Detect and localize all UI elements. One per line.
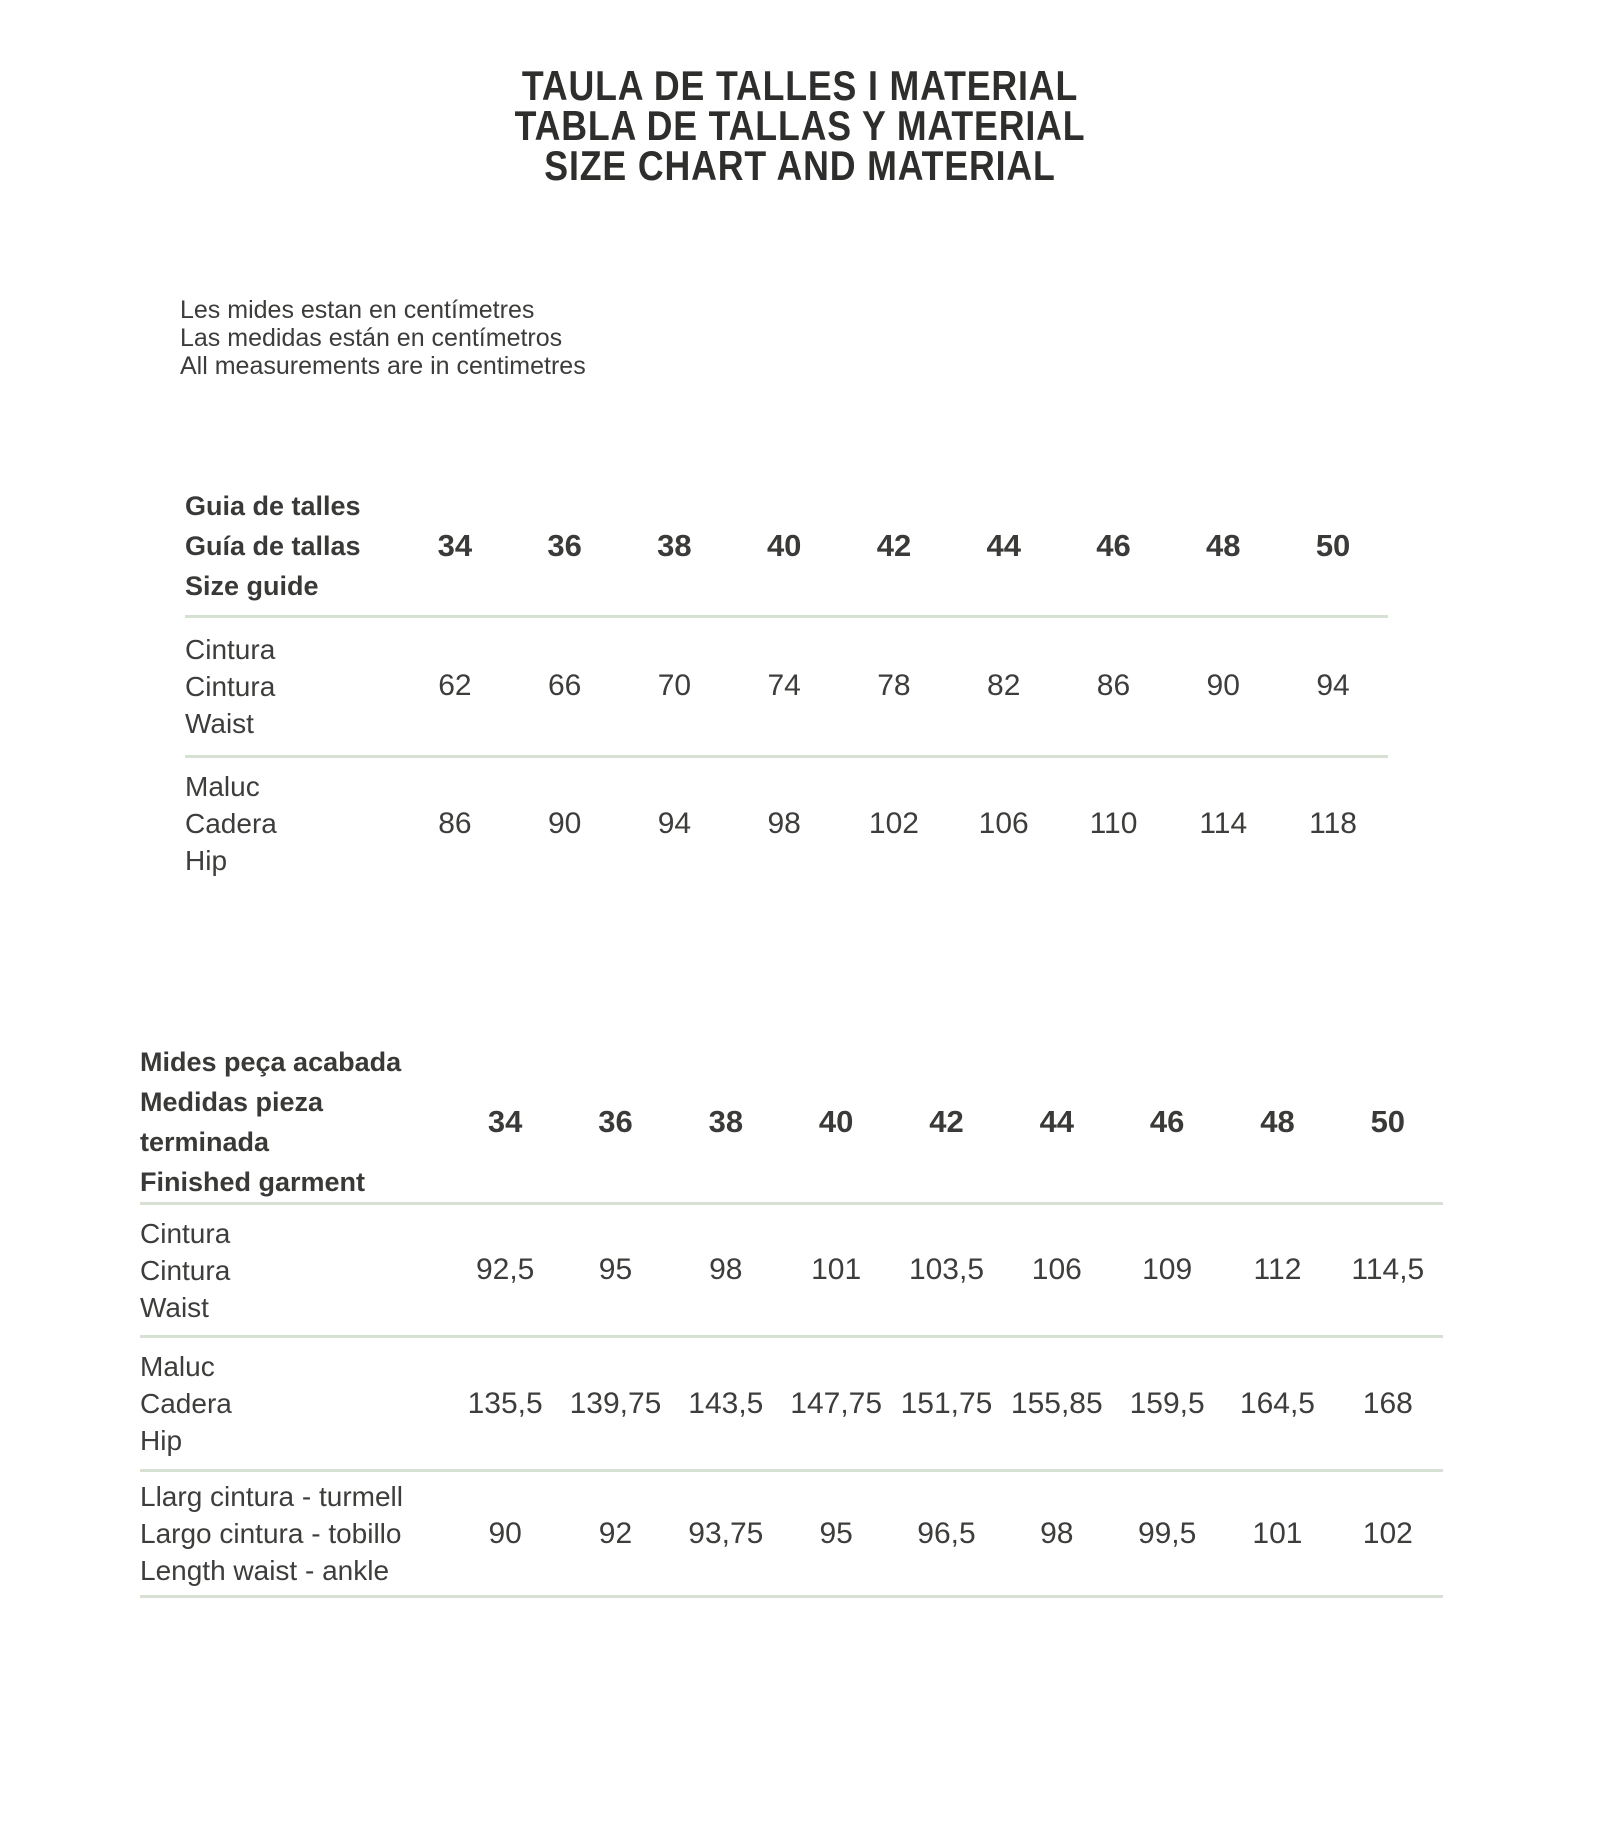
hip-value: 147,75 (781, 1337, 891, 1471)
size-guide-waist-row (185, 616, 1388, 756)
length-value: 101 (1222, 1471, 1332, 1597)
waist-label-ca: Cintura (185, 633, 276, 665)
hip-value: 106 (978, 806, 1029, 840)
finished-garment-header-label (140, 1042, 450, 1204)
waist-value: 95 (560, 1204, 670, 1337)
header-label-ca: Guia de talles (185, 491, 361, 522)
size-col-40: 40 (781, 1042, 891, 1204)
length-value: 95 (781, 1471, 891, 1597)
hip-value: 139,75 (560, 1337, 670, 1471)
length-value: 99,5 (1112, 1471, 1222, 1597)
waist-value: 98 (671, 1204, 781, 1337)
header-label-es: Medidas pieza terminada (140, 1087, 324, 1157)
header-label-ca: Mides peça acabada (140, 1047, 402, 1077)
waist-value: 82 (949, 616, 1059, 756)
hip-label-es: Cadera (185, 808, 277, 840)
hip-row-label (140, 1337, 450, 1471)
hip-label-ca: Maluc (185, 771, 260, 803)
length-label-en: Length waist - ankle (140, 1555, 390, 1586)
hip-value: 102 (868, 806, 919, 840)
waist-value: 114,5 (1333, 1204, 1443, 1337)
hip-row-label (185, 756, 400, 890)
hip-value: 164,5 (1222, 1337, 1332, 1471)
size-guide-header-label (185, 478, 400, 616)
hip-value: 155,85 (1002, 1337, 1112, 1471)
header-label-es: Guía de tallas (185, 531, 361, 562)
size-col-40: 40 (729, 478, 839, 616)
hip-value: 168 (1333, 1337, 1443, 1471)
length-value: 102 (1333, 1471, 1443, 1597)
waist-value: 101 (781, 1204, 891, 1337)
hip-label-es: Cadera (140, 1388, 232, 1419)
length-value: 93,75 (671, 1471, 781, 1597)
finished-waist-row (140, 1204, 1443, 1337)
units-note-line-en: All measurements are in centimetres (180, 352, 586, 380)
waist-value: 86 (1059, 616, 1169, 756)
waist-value: 103,5 (891, 1204, 1001, 1337)
size-col-46: 46 (1059, 478, 1169, 616)
waist-label-ca: Cintura (140, 1217, 231, 1249)
size-col-50: 50 (1333, 1042, 1443, 1204)
page-title-line-en: SIZE CHART AND MATERIAL (544, 142, 1056, 189)
units-note (180, 296, 586, 380)
length-row-label (140, 1471, 450, 1597)
waist-label-es: Cintura (140, 1254, 231, 1286)
finished-length-row (140, 1471, 1443, 1597)
size-guide-hip-row (185, 756, 1388, 890)
hip-value: 90 (547, 806, 582, 840)
length-value: 92 (560, 1471, 670, 1597)
page-title-line-ca: TAULA DE TALLES I MATERIAL (521, 62, 1079, 109)
waist-value: 109 (1112, 1204, 1222, 1337)
hip-label-en: Hip (140, 1425, 183, 1456)
waist-label-en: Waist (140, 1291, 209, 1323)
size-col-46: 46 (1112, 1042, 1222, 1204)
waist-value: 62 (400, 616, 510, 756)
waist-value: 106 (1002, 1204, 1112, 1337)
finished-hip-row (140, 1337, 1443, 1471)
size-col-44: 44 (949, 478, 1059, 616)
size-guide-header-row (185, 478, 1388, 616)
waist-value: 78 (839, 616, 949, 756)
length-value: 98 (1002, 1471, 1112, 1597)
size-col-48: 48 (1168, 478, 1278, 616)
units-note-line-ca: Les mides estan en centímetres (180, 296, 535, 324)
size-col-48: 48 (1222, 1042, 1332, 1204)
finished-garment-table (140, 1042, 1443, 1598)
hip-value: 159,5 (1112, 1337, 1222, 1471)
length-value: 90 (450, 1471, 560, 1597)
header-label-en: Finished garment (140, 1167, 366, 1197)
size-col-38: 38 (620, 478, 730, 616)
waist-value: 94 (1278, 616, 1388, 756)
size-col-36: 36 (560, 1042, 670, 1204)
waist-value: 92,5 (450, 1204, 560, 1337)
size-guide-table (185, 478, 1388, 890)
waist-value: 70 (620, 616, 730, 756)
hip-value: 151,75 (891, 1337, 1001, 1471)
header-label-en: Size guide (185, 571, 319, 602)
size-col-42: 42 (891, 1042, 1001, 1204)
units-note-line-es: Las medidas están en centímetros (180, 324, 563, 352)
waist-row-label (140, 1204, 450, 1337)
hip-value: 94 (657, 806, 692, 840)
hip-value: 86 (438, 806, 472, 840)
waist-label-es: Cintura (185, 670, 276, 702)
hip-value: 114 (1199, 806, 1248, 840)
waist-label-en: Waist (185, 707, 254, 739)
size-col-42: 42 (839, 478, 949, 616)
size-col-44: 44 (1002, 1042, 1112, 1204)
waist-value: 112 (1222, 1204, 1332, 1337)
length-label-ca: Llarg cintura - turmell (140, 1481, 403, 1512)
hip-value: 118 (1309, 806, 1357, 840)
length-label-es: Largo cintura - tobillo (140, 1518, 402, 1549)
waist-value: 90 (1168, 616, 1278, 756)
length-value: 96,5 (891, 1471, 1001, 1597)
waist-value: 66 (510, 616, 620, 756)
hip-value: 98 (767, 806, 801, 840)
page-title (120, 62, 1480, 189)
waist-row-label (185, 616, 400, 756)
hip-label-en: Hip (185, 845, 228, 877)
size-col-34: 34 (450, 1042, 560, 1204)
hip-value: 135,5 (450, 1337, 560, 1471)
waist-value: 74 (729, 616, 839, 756)
size-col-34: 34 (400, 478, 510, 616)
size-col-36: 36 (510, 478, 620, 616)
hip-value: 110 (1089, 806, 1138, 840)
finished-garment-header-row (140, 1042, 1443, 1204)
page-title-line-es: TABLA DE TALLAS Y MATERIAL (514, 102, 1086, 149)
hip-value: 143,5 (671, 1337, 781, 1471)
size-col-50: 50 (1278, 478, 1388, 616)
size-col-38: 38 (671, 1042, 781, 1204)
hip-label-ca: Maluc (140, 1351, 215, 1382)
